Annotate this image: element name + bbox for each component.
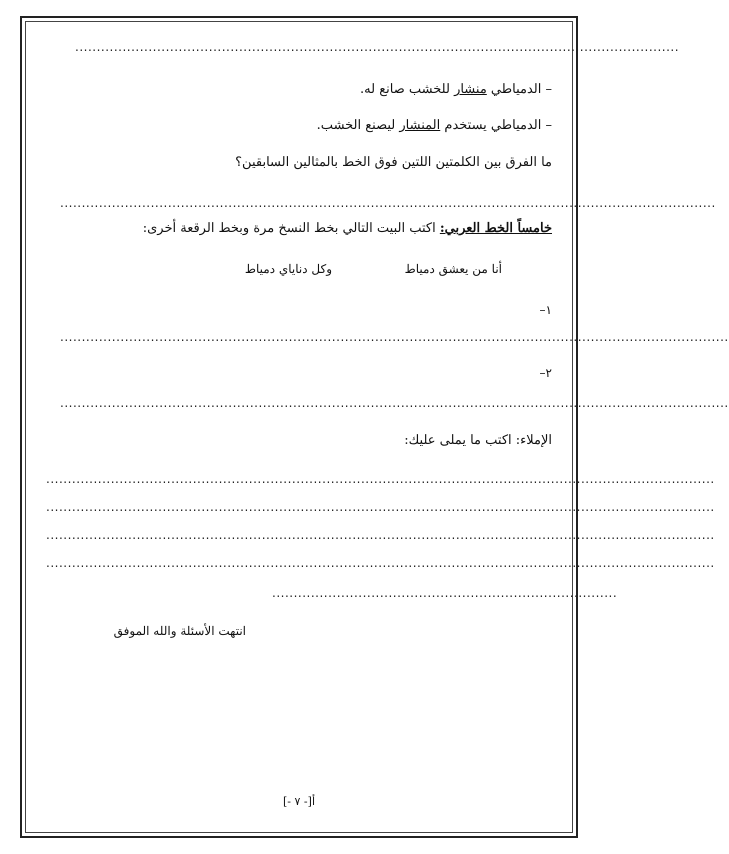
question-text: ما الفرق بين الكلمتين اللتين فوق الخط بالمثالين السابقين؟ [235, 155, 552, 170]
top-dotted-line: ............................................................................................................................................ [75, 40, 680, 54]
verse-first-half: أنا من يعشق دمياط [404, 262, 502, 276]
dictation-line: ........................................................................................................................................................... [46, 472, 715, 486]
section-5-instruction: اكتب البيت التالي بخط النسخ مرة وبخط الرقعة أخرى: [142, 221, 436, 236]
answer-dotted-line: ........................................................................................................................................................ [60, 196, 716, 210]
closing-text: انتهت الأسئلة والله الموفق [113, 624, 246, 638]
item-1-label: ١– [539, 303, 552, 317]
verse-second-half: وكل دناياي دمياط [244, 262, 332, 276]
sentence-2-pre: – الدمياطي يستخدم [440, 118, 552, 133]
sentence-2-post: ليصنع الخشب. [316, 118, 400, 133]
sentence-2-underlined-word: المنشار [399, 118, 441, 133]
page-frame-inner [25, 21, 729, 833]
dictation-line: ........................................................................................................................................................... [46, 556, 715, 570]
item-2-label: ٢– [539, 366, 552, 380]
page-number: أ[- ٧ -] [283, 795, 315, 808]
dictation-instruction: الإملاء: اكتب ما يملى عليك: [404, 433, 552, 448]
sentence-1-pre: – الدمياطي [486, 82, 552, 97]
section-5-heading: خامساً الخط العربي: [439, 221, 552, 236]
dictation-last-line: ................................................................................ [272, 586, 618, 600]
sentence-1-underlined-word: منشار [454, 82, 487, 97]
item-1-dotted-line: ........................................................................................................................................................... [60, 330, 729, 344]
dictation-line: ........................................................................................................................................................... [46, 528, 715, 542]
dictation-line: ........................................................................................................................................................... [46, 500, 715, 514]
sentence-2 [317, 118, 552, 133]
sentence-1 [360, 82, 552, 97]
item-2-dotted-line: ........................................................................................................................................................... [60, 396, 729, 410]
sentence-1-post: للخشب صانع له. [360, 82, 455, 97]
section-5 [143, 221, 552, 236]
